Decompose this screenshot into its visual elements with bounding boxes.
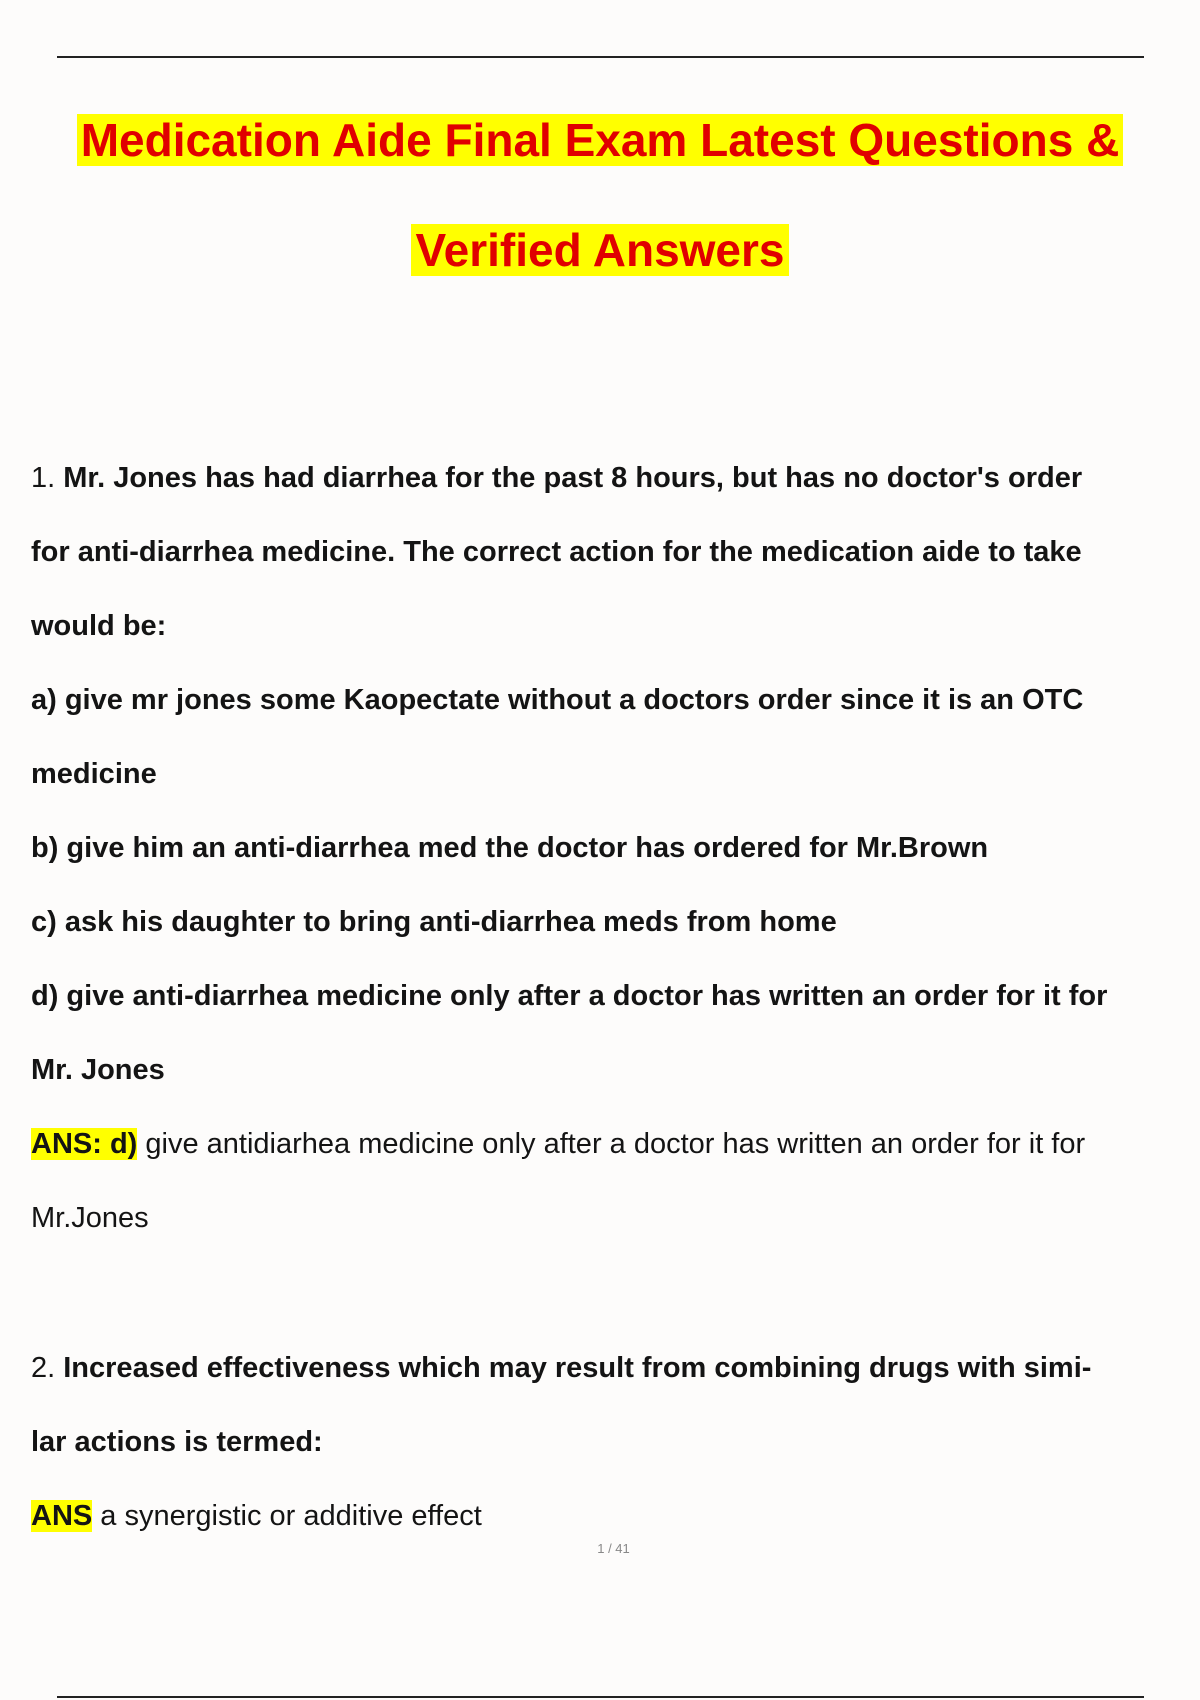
- answer-label: ANS: [31, 1500, 93, 1532]
- page-indicator: 1 / 41: [597, 1541, 630, 1556]
- bottom-rule: [57, 1696, 1144, 1698]
- answer-label: ANS: d): [31, 1128, 138, 1160]
- question-number: 1.: [31, 462, 56, 494]
- answer-text: a synergistic or additive effect: [92, 1500, 482, 1532]
- question-text: Increased effectiveness which may result from combining drugs with simi-: [63, 1352, 1092, 1384]
- title-highlight-1: Medication Aide Final Exam Latest Questions &: [77, 114, 1124, 166]
- question-1-option-c: c) ask his daughter to bring anti-diarrhea meds from home: [31, 906, 837, 938]
- question-2-answer-line-1: [31, 1498, 482, 1534]
- document-title-line-2: [0, 222, 1200, 278]
- question-1-answer-line-2: Mr.Jones: [31, 1202, 149, 1234]
- document-title-line-1: [0, 112, 1200, 168]
- question-1-answer-line-1: [31, 1126, 1085, 1162]
- question-text: Mr. Jones has had diarrhea for the past 8 hours, but has no doctor's order: [63, 462, 1083, 494]
- question-1-option-a-cont: medicine: [31, 758, 157, 790]
- question-2-stem-line-1: [31, 1350, 1091, 1386]
- question-1-option-a: a) give mr jones some Kaopectate without a doctors order since it is an OTC: [31, 684, 1084, 716]
- answer-text: give antidiarhea medicine only after a doctor has written an order for it for: [137, 1128, 1086, 1160]
- question-2-stem-line-2: lar actions is termed:: [31, 1426, 323, 1458]
- question-1-stem-line-1: [31, 460, 1082, 496]
- question-1-option-b: b) give him an anti-diarrhea med the doctor has ordered for Mr.Brown: [31, 832, 989, 864]
- question-number: 2.: [31, 1352, 56, 1384]
- top-rule: [57, 56, 1144, 58]
- question-1-stem-line-3: would be:: [31, 610, 167, 642]
- title-highlight-2: Verified Answers: [411, 224, 788, 276]
- question-1-option-d: d) give anti-diarrhea medicine only after a doctor has written an order for it for: [31, 980, 1108, 1012]
- question-1-stem-line-2: for anti-diarrhea medicine. The correct action for the medication aide to take: [31, 536, 1082, 568]
- question-1-option-d-cont: Mr. Jones: [31, 1054, 165, 1086]
